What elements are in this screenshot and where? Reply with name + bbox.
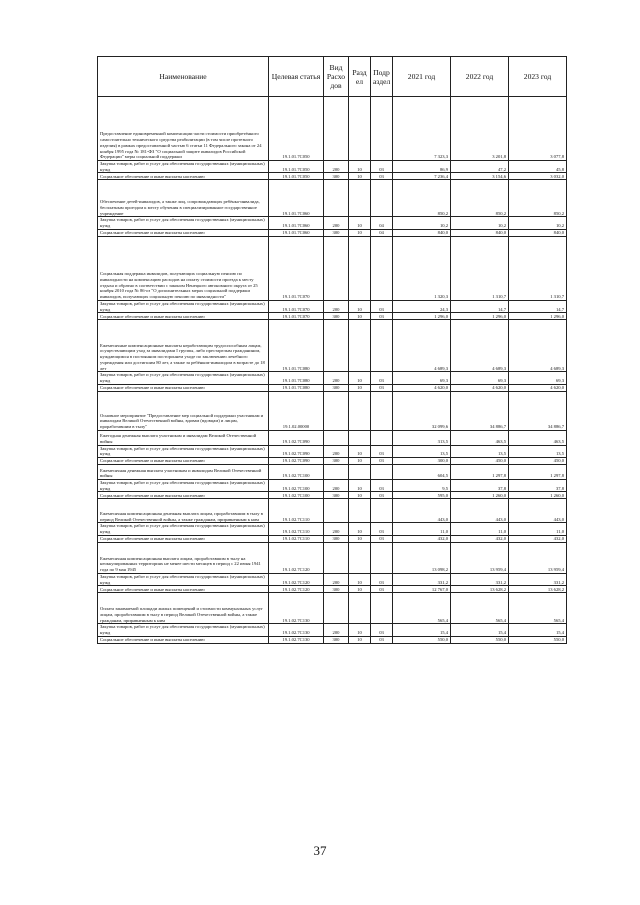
row-subsection [371,391,393,430]
row-subsection: 03 [371,535,393,542]
table-header-row [98,57,567,97]
row-name: Социальное обеспечение и иные выплаты населению [98,535,269,542]
row-value-2023: 14,7 [509,300,567,312]
table-row [98,180,567,217]
row-section [349,391,371,430]
table-row [98,445,567,457]
row-expense-type: 200 [324,573,349,585]
row-section: 10 [349,624,371,636]
row-value-2022: 565,4 [451,593,509,624]
table-row [98,313,567,320]
row-target-article: 19.1.01.7С050 [269,173,324,180]
row-value-2022: 4 689,3 [451,320,509,372]
table-row [98,229,567,236]
row-value-2022: 47,2 [451,161,509,173]
budget-table [97,56,567,644]
row-expense-type: 300 [324,636,349,643]
row-name: Закупка товаров, работ и услуг для обеспечения государственных (муниципальных) нужд [98,300,269,312]
row-value-2022: 69,3 [451,372,509,384]
row-name: Ежемесячные компенсационные выплаты неработающим трудоспособным лицам, осуществляющим уход за инвалидами I группы, либо престарелым гражданином, нуждающимся в постоянном постороннем уходе по заключению лечебного учреждения или достигшим 80 лет, а также за ребёнком-инвалидом в возрасте до 18 лет [98,320,269,372]
row-value-2022: 37,8 [451,480,509,492]
row-section: 10 [349,173,371,180]
row-expense-type: 300 [324,384,349,391]
row-value-2021: 1 320,3 [393,236,451,300]
row-expense-type: 200 [324,445,349,457]
row-value-2023: 1 310,7 [509,236,567,300]
row-target-article: 19.1.02.7С110 [269,523,324,535]
row-section [349,430,371,445]
table-row [98,217,567,229]
row-expense-type: 300 [324,313,349,320]
row-value-2022: 450,0 [451,458,509,465]
row-section: 10 [349,480,371,492]
row-value-2023: 4 620,0 [509,384,567,391]
row-target-article: 19.1.02.7С100 [269,492,324,499]
row-section: 10 [349,445,371,457]
table-row [98,593,567,624]
table-row [98,535,567,542]
header-section: Разд ел [349,57,371,97]
row-subsection [371,465,393,480]
row-value-2021: 850,2 [393,180,451,217]
row-value-2023: 840,0 [509,229,567,236]
row-value-2021: 9,5 [393,480,451,492]
row-value-2022: 331,2 [451,573,509,585]
row-value-2022: 13,5 [451,445,509,457]
row-section [349,593,371,624]
row-target-article: 19.1.02.7С120 [269,586,324,593]
row-expense-type: 300 [324,492,349,499]
row-target-article: 19.1.02.7С100 [269,480,324,492]
row-value-2021: 7 323,3 [393,97,451,161]
row-subsection: 03 [371,313,393,320]
row-expense-type [324,465,349,480]
row-section: 10 [349,384,371,391]
row-value-2022: 13 628,2 [451,586,509,593]
row-target-article: 19.1.01.7С070 [269,300,324,312]
row-name: Социальное обеспечение и иные выплаты населению [98,384,269,391]
row-expense-type [324,499,349,523]
row-value-2023: 1 296,0 [509,313,567,320]
row-section: 10 [349,372,371,384]
table-row [98,480,567,492]
row-value-2021: 313,5 [393,430,451,445]
table-row [98,573,567,585]
row-name: Социальное обеспечение и иные выплаты населению [98,458,269,465]
table-row [98,236,567,300]
row-value-2022: 3 201,8 [451,97,509,161]
row-name: Закупка товаров, работ и услуг для обеспечения государственных (муниципальных) нужд [98,217,269,229]
table-row [98,624,567,636]
row-value-2023: 13 628,2 [509,586,567,593]
row-subsection: 03 [371,300,393,312]
header-target-article: Целевая статья [269,57,324,97]
table-row [98,430,567,445]
table-row [98,320,567,372]
row-target-article: 19.1.02.7С090 [269,458,324,465]
row-value-2021: 550,0 [393,636,451,643]
row-value-2023: 565,4 [509,593,567,624]
row-subsection [371,542,393,573]
row-target-article: 19.1.02.7С120 [269,542,324,573]
row-value-2021: 13 098,2 [393,542,451,573]
row-value-2023: 331,2 [509,573,567,585]
page-number: 37 [313,843,327,858]
row-expense-type: 200 [324,300,349,312]
row-target-article: 19.1.01.7С080 [269,384,324,391]
row-expense-type: 300 [324,173,349,180]
table-row [98,586,567,593]
row-section: 10 [349,300,371,312]
row-value-2023: 15,4 [509,624,567,636]
row-subsection [371,430,393,445]
table-row [98,300,567,312]
row-value-2022: 14,7 [451,300,509,312]
row-expense-type: 200 [324,217,349,229]
table-row [98,542,567,573]
row-subsection: 03 [371,586,393,593]
row-section [349,320,371,372]
row-name: Закупка товаров, работ и услуг для обеспечения государственных (муниципальных) нужд [98,523,269,535]
row-target-article: 19.1.02.7С130 [269,636,324,643]
row-expense-type: 200 [324,480,349,492]
row-value-2022: 1 297,8 [451,465,509,480]
row-value-2021: 4 620,0 [393,384,451,391]
row-value-2022: 550,0 [451,636,509,643]
row-value-2023: 13,5 [509,445,567,457]
row-expense-type: 200 [324,372,349,384]
row-subsection: 03 [371,636,393,643]
row-name: Ежегодная денежная выплата участникам и инвалидам Великой Отечественной войны [98,430,269,445]
table-row [98,636,567,643]
row-value-2022: 432,0 [451,535,509,542]
row-value-2021: 595,0 [393,492,451,499]
row-value-2021: 432,0 [393,535,451,542]
row-value-2021: 300,0 [393,458,451,465]
row-value-2022: 15,4 [451,624,509,636]
row-value-2023: 463,5 [509,430,567,445]
row-section: 10 [349,586,371,593]
row-target-article: 19.1.01.7С080 [269,320,324,372]
row-value-2022: 1 310,7 [451,236,509,300]
row-section: 10 [349,161,371,173]
row-name: Закупка товаров, работ и услуг для обеспечения государственных (муниципальных) нужд [98,573,269,585]
row-expense-type [324,542,349,573]
table-row [98,492,567,499]
table-row [98,372,567,384]
row-name: Закупка товаров, работ и услуг для обеспечения государственных (муниципальных) нужд [98,480,269,492]
row-value-2023: 550,0 [509,636,567,643]
row-value-2023: 443,0 [509,499,567,523]
row-value-2022: 443,0 [451,499,509,523]
row-value-2023: 850,2 [509,180,567,217]
row-value-2021: 443,0 [393,499,451,523]
row-section: 10 [349,229,371,236]
row-expense-type [324,593,349,624]
row-subsection: 03 [371,573,393,585]
row-name: Основное мероприятие "Предоставление мер социальной поддержки участникам и инвалидам Великой Отечественной войны, вдовам (вдовцам) и лицам, проработавшим в тылу" [98,391,269,430]
row-name: Ежемесячная компенсационная выплата лицам, проработавшим в тылу на неоккупированных территориях не менее шести месяцев в период с 22 июня 1941 года по 9 мая 1945 [98,542,269,573]
row-target-article: 19.1.01.7С060 [269,180,324,217]
row-value-2022: 10,2 [451,217,509,229]
row-target-article: 19.1.01.7С050 [269,161,324,173]
row-target-article: 19.1.02.00000 [269,391,324,430]
row-value-2021: 15,4 [393,624,451,636]
row-name: Социальная поддержка инвалидов, получающих социальную пенсию по инвалидности на компенсацию расходов на оплату стоимости проезда к месту отдыха и обратно в соответствии с законом Ненецкого автономного округа от 25 ноября 2010 года № 86-оз "О дополнительных мерах социальной поддержки инвалидов, получающих социальную пенсию по инвалидности" [98,236,269,300]
row-value-2021: 1 296,0 [393,313,451,320]
row-name: Закупка товаров, работ и услуг для обеспечения государственных (муниципальных) нужд [98,624,269,636]
row-expense-type [324,430,349,445]
row-value-2022: 463,5 [451,430,509,445]
row-name: Закупка товаров, работ и услуг для обеспечения государственных (муниципальных) нужд [98,372,269,384]
row-expense-type [324,320,349,372]
header-name: Наименование [98,57,269,97]
table-row [98,523,567,535]
row-value-2021: 69,3 [393,372,451,384]
row-value-2022: 840,0 [451,229,509,236]
row-expense-type: 300 [324,458,349,465]
row-subsection: 03 [371,492,393,499]
row-value-2021: 331,2 [393,573,451,585]
row-target-article: 19.1.02.7С100 [269,465,324,480]
row-name: Ежемесячная денежная выплата участникам и инвалидам Великой Отечественной войны [98,465,269,480]
row-value-2023: 3 077,8 [509,97,567,161]
row-value-2021: 12 767,0 [393,586,451,593]
row-section: 10 [349,492,371,499]
row-subsection: 04 [371,229,393,236]
row-value-2022: 1 296,0 [451,313,509,320]
row-value-2023: 10,2 [509,217,567,229]
table-row [98,173,567,180]
row-section: 10 [349,458,371,465]
row-subsection: 03 [371,445,393,457]
row-name: Закупка товаров, работ и услуг для обеспечения государственных (муниципальных) нужд [98,161,269,173]
row-name: Закупка товаров, работ и услуг для обеспечения государственных (муниципальных) нужд [98,445,269,457]
row-name: Социальное обеспечение и иные выплаты населению [98,586,269,593]
row-subsection [371,236,393,300]
header-year-2022: 2022 год [451,57,509,97]
row-expense-type: 300 [324,535,349,542]
row-subsection: 03 [371,173,393,180]
row-section: 10 [349,636,371,643]
row-value-2021: 11,0 [393,523,451,535]
table-row [98,391,567,430]
row-value-2023: 11,0 [509,523,567,535]
row-value-2023: 45,8 [509,161,567,173]
row-section [349,542,371,573]
row-subsection: 03 [371,458,393,465]
row-value-2021: 10,2 [393,217,451,229]
row-section: 10 [349,313,371,320]
row-section [349,236,371,300]
row-value-2023: 4 689,3 [509,320,567,372]
row-value-2023: 450,0 [509,458,567,465]
row-subsection: 03 [371,372,393,384]
row-expense-type [324,236,349,300]
row-name: Ежемесячная компенсационная денежная выплата лицам, проработавшим в тылу в период Великой Отечественной войны, а также гражданам, приравненным к ним [98,499,269,523]
row-expense-type [324,391,349,430]
row-target-article: 19.1.02.7С130 [269,593,324,624]
table-row [98,458,567,465]
row-target-article: 19.1.02.7С090 [269,430,324,445]
row-target-article: 19.1.01.7С070 [269,313,324,320]
row-target-article: 19.1.01.7С050 [269,97,324,161]
table-row [98,161,567,173]
row-name: Социальное обеспечение и иные выплаты населению [98,229,269,236]
row-expense-type: 200 [324,161,349,173]
row-section: 10 [349,535,371,542]
row-subsection: 03 [371,161,393,173]
row-subsection: 04 [371,217,393,229]
row-name: Социальное обеспечение и иные выплаты населению [98,492,269,499]
row-target-article: 19.1.02.7С120 [269,573,324,585]
row-subsection: 03 [371,624,393,636]
row-target-article: 19.1.01.7С070 [269,236,324,300]
row-target-article: 19.1.02.7С090 [269,445,324,457]
row-value-2021: 7 236,4 [393,173,451,180]
row-value-2022: 34 886,7 [451,391,509,430]
row-target-article: 19.1.01.7С080 [269,372,324,384]
row-subsection [371,593,393,624]
row-value-2022: 11,0 [451,523,509,535]
row-value-2022: 3 154,6 [451,173,509,180]
table-row [98,499,567,523]
row-name: Обеспечение детей-инвалидов, а также лиц, сопровождающих ребёнка-инвалида, бесплатным проездом к месту обучения в специализированное государственное учреждение [98,180,269,217]
row-value-2023: 3 032,0 [509,173,567,180]
row-value-2022: 850,2 [451,180,509,217]
row-subsection [371,97,393,161]
row-expense-type: 200 [324,624,349,636]
row-value-2022: 4 620,0 [451,384,509,391]
row-name: Предоставление единовременной компенсации части стоимости приобретённого самостоятельно технического средства реабилитации (в том числе протезного изделия) в рамках предоставленной частью 6 статьи 11 Федерального закона от 24 ноября 1995 года № 181-ФЗ "О социальной защите инвалидов Российской Федерации" меры социальной поддержки [98,97,269,161]
row-expense-type: 300 [324,229,349,236]
row-value-2021: 13,5 [393,445,451,457]
row-target-article: 19.1.02.7С110 [269,535,324,542]
header-year-2021: 2021 год [393,57,451,97]
row-value-2023: 37,8 [509,480,567,492]
row-value-2023: 13 959,4 [509,542,567,573]
row-subsection: 03 [371,480,393,492]
row-subsection [371,320,393,372]
row-target-article: 19.1.01.7С060 [269,217,324,229]
header-subsection: Подр аздел [371,57,393,97]
row-section [349,465,371,480]
row-value-2022: 13 959,4 [451,542,509,573]
row-expense-type: 200 [324,523,349,535]
table-row [98,465,567,480]
row-section [349,180,371,217]
row-value-2021: 86,9 [393,161,451,173]
row-expense-type: 300 [324,586,349,593]
row-section: 10 [349,217,371,229]
table-row [98,384,567,391]
row-target-article: 19.1.02.7С130 [269,624,324,636]
row-value-2021: 32 099,6 [393,391,451,430]
row-value-2023: 1 260,0 [509,492,567,499]
row-value-2023: 432,0 [509,535,567,542]
row-section [349,97,371,161]
row-value-2023: 34 886,7 [509,391,567,430]
row-expense-type [324,180,349,217]
row-target-article: 19.1.01.7С060 [269,229,324,236]
row-subsection: 03 [371,384,393,391]
row-value-2021: 24,3 [393,300,451,312]
row-subsection: 03 [371,523,393,535]
row-value-2021: 604,5 [393,465,451,480]
row-name: Оплата занимаемой площади жилых помещений и стоимости коммунальных услуг лицам, проработавшим в тылу в период Великой Отечественной войны, а также гражданам, приравненным к ним [98,593,269,624]
row-subsection [371,499,393,523]
row-section [349,499,371,523]
row-subsection [371,180,393,217]
header-expense-type: Вид Расхо дов [324,57,349,97]
row-target-article: 19.1.02.7С110 [269,499,324,523]
row-value-2021: 840,0 [393,229,451,236]
row-value-2023: 1 297,8 [509,465,567,480]
row-section: 10 [349,523,371,535]
table-row [98,97,567,161]
row-value-2021: 4 689,3 [393,320,451,372]
header-year-2023: 2023 год [509,57,567,97]
row-value-2021: 565,4 [393,593,451,624]
row-name: Социальное обеспечение и иные выплаты населению [98,313,269,320]
row-name: Социальное обеспечение и иные выплаты населению [98,636,269,643]
row-value-2023: 69,3 [509,372,567,384]
row-value-2022: 1 260,0 [451,492,509,499]
row-section: 10 [349,573,371,585]
row-name: Социальное обеспечение и иные выплаты населению [98,173,269,180]
row-expense-type [324,97,349,161]
